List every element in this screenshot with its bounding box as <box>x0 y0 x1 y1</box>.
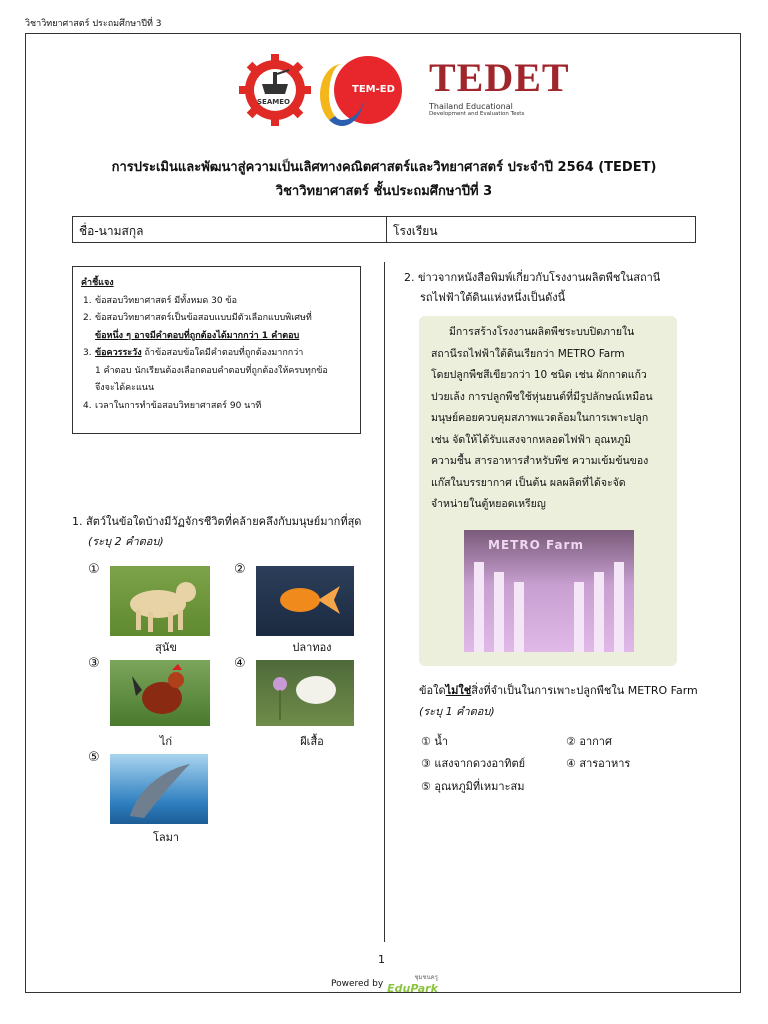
edupark-logo: ชุมชนครู EduPark <box>387 974 438 995</box>
page-number: 1 <box>378 953 385 966</box>
exam-title: การประเมินและพัฒนาสู่ความเป็นเลิศทางคณิตศาสตร์และวิทยาศาสตร์ ประจำปี 2564 (TEDET) <box>111 160 657 175</box>
header-note: วิชาวิทยาศาสตร์ ประถมศึกษาปีที่ 3 <box>25 19 162 29</box>
question-1-text: 1. สัตว์ในข้อใดบ้างมีวัฏจักรชีวิตที่คล้ายคลึงกับมนุษย์มากที่สุด <box>72 515 362 528</box>
exam-subtitle: วิชาวิทยาศาสตร์ ชั้นประถมศึกษาปีที่ 3 <box>275 184 493 199</box>
tedet-wordmark: TEDET <box>429 55 570 100</box>
instructions-box <box>72 266 361 434</box>
powered-by <box>331 972 438 995</box>
instruction-item-cont: 1 คำตอบ นักเรียนต้องเลือกตอบคำตอบที่ถูกต้องให้ครบทุกข้อ <box>95 365 328 376</box>
option-label: สุนัข <box>155 641 177 654</box>
news-line: จำหน่ายในตู้หยอดเหรียญ <box>431 498 546 510</box>
instructions-heading: คำชี้แจง <box>81 278 114 288</box>
option-label: ปลาทอง <box>292 641 332 654</box>
tedet-subtitle-2: Development and Evaluation Tests <box>429 111 525 117</box>
instruction-item: 1. ข้อสอบวิทยาศาสตร์ มีทั้งหมด 30 ข้อ <box>83 295 237 306</box>
temed-logo <box>324 56 408 124</box>
school-field[interactable]: โรงเรียน <box>393 224 438 238</box>
news-line: โดยปลูกพืชสีเขียวกว่า 10 ชนิด เช่น ผักกาดแก้ว <box>431 369 647 381</box>
instruction-item: 4. เวลาในการทำข้อสอบวิทยาศาสตร์ 90 นาที <box>83 400 262 411</box>
news-line: ปวยเล้ง การปลูกพืชใช้หุ่นยนต์ที่มีรูปลักษณ์เหมือน <box>431 390 653 403</box>
goldfish-image <box>256 566 354 636</box>
choice-air[interactable]: ② อากาศ <box>566 735 612 748</box>
instruction-item: 3. ข้อควรระวัง ถ้าข้อสอบข้อใดมีคำตอบที่ถูกต้องมากกว่า <box>83 348 304 358</box>
news-line: เช่น จัดให้ได้รับแสงจากหลอดไฟฟ้า อุณหภูมิ <box>431 433 632 446</box>
instruction-item: 2. ข้อสอบวิทยาศาสตร์เป็นข้อสอบแบบมีตัวเลือกแบบพิเศษที่ <box>83 313 312 323</box>
question-2-hint: (ระบุ 1 คำตอบ) <box>419 705 495 718</box>
question-1 <box>72 512 361 552</box>
instruction-item-cont: ข้อหนึ่ง ๆ อาจมีคำตอบที่ถูกต้องได้มากกว่า 1 คำตอบ <box>95 330 300 341</box>
option-goldfish[interactable]: ② ปลาทอง <box>234 562 358 654</box>
news-line: แก๊สในบรรยากาศ เป็นต้น ผลผลิตที่ได้จะจัด <box>431 476 626 489</box>
news-line: สถานีรถไฟฟ้าใต้ดินเรียกว่า METRO Farm <box>431 347 625 360</box>
butterfly-image <box>256 660 354 726</box>
option-dog[interactable]: ① สุนัข <box>88 562 212 654</box>
question-2-prompt: ข้อใดไม่ใช่สิ่งที่จำเป็นในการเพาะปลูกพืชใน METRO Farm (ระบุ 1 คำตอบ) <box>419 680 698 722</box>
option-chicken[interactable]: ③ ไก่ <box>88 656 212 748</box>
logo-bar <box>236 52 570 128</box>
chicken-image <box>110 660 210 726</box>
metro-farm-sign: METRO Farm <box>488 538 584 552</box>
question-2-line1: 2. ข่าวจากหนังสือพิมพ์เกี่ยวกับโรงงานผลิตพืชในสถานี <box>404 271 661 284</box>
dolphin-image <box>110 754 208 824</box>
seameo-text: SEAMEO <box>257 98 290 106</box>
dog-image <box>110 566 210 636</box>
powered-text: Powered by <box>331 978 384 989</box>
student-info-box <box>72 216 696 243</box>
option-butterfly[interactable]: ④ ผีเสื้อ <box>234 656 358 748</box>
name-field[interactable]: ชื่อ-นามสกุล <box>73 217 387 242</box>
temed-text: TEM-ED <box>352 84 395 95</box>
question-2 <box>404 268 694 308</box>
news-line: ความชื้น สารอาหารสำหรับพืช ความเข้มข้นของ <box>431 455 649 467</box>
seameo-logo <box>236 52 314 132</box>
option-label: โลมา <box>152 831 180 844</box>
news-line: มนุษย์คอยควบคุมสภาพแวดล้อมในการเพาะปลูก <box>431 412 649 424</box>
choice-water[interactable]: ① น้ำ <box>421 735 449 748</box>
tedet-logo <box>429 56 570 117</box>
column-divider <box>384 262 385 942</box>
tedet-subtitle-1: Thailand Educational <box>429 102 513 111</box>
question-2-line2: รถไฟฟ้าใต้ดินแห่งหนึ่งเป็นดังนี้ <box>420 291 566 304</box>
option-label: ไก่ <box>159 735 173 748</box>
choice-temperature[interactable]: ⑤ อุณหภูมิที่เหมาะสม <box>421 780 525 793</box>
news-line: มีการสร้างโรงงานผลิตพืชระบบปิดภายใน <box>449 326 635 338</box>
option-label: ผีเสื้อ <box>300 735 324 748</box>
instruction-item-cont: จึงจะได้คะแนน <box>95 383 155 393</box>
choice-sunlight[interactable]: ③ แสงจากดวงอาทิตย์ <box>421 757 526 770</box>
metro-farm-photo <box>464 530 634 652</box>
option-dolphin[interactable]: ⑤ โลมา <box>88 750 212 846</box>
choice-nutrients[interactable]: ④ สารอาหาร <box>566 757 631 770</box>
question-1-hint: (ระบุ 2 คำตอบ) <box>88 535 164 548</box>
